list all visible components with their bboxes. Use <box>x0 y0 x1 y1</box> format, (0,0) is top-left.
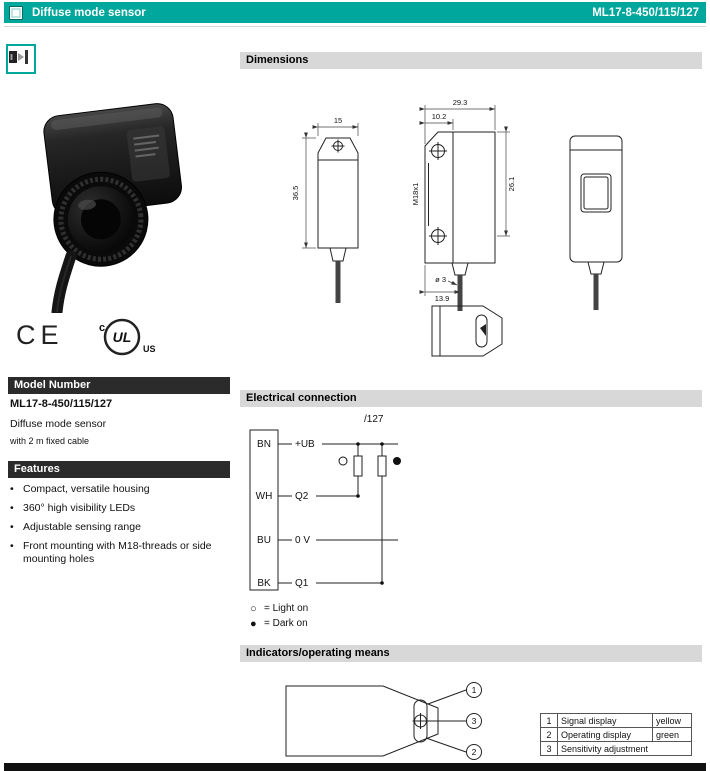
feature-text: • Front mounting with M18-threads or side mounting holes <box>23 540 212 565</box>
callout-1: 1 <box>471 685 477 695</box>
callout-2: 2 <box>471 747 477 757</box>
pin-signal-0v: 0 V <box>295 535 311 546</box>
dim-label-thread: M18x1 <box>411 182 420 206</box>
dim-label-depth: 29.3 <box>452 98 468 107</box>
feature-text: • 360° high visibility LEDs <box>23 502 136 514</box>
feature-item <box>10 502 228 515</box>
pin-signal-ub: +UB <box>295 439 315 450</box>
header-divider <box>4 26 706 27</box>
pin-wire-bn: BN <box>257 439 271 450</box>
wiring-diagram <box>246 410 556 598</box>
row-label: Sensitivity adjustment <box>558 742 692 756</box>
feature-item <box>10 521 228 534</box>
indicators-heading: Indicators/operating means <box>240 645 702 662</box>
dim-label-cable-dia: ø 3 <box>435 275 446 284</box>
dark-on-symbol <box>393 457 401 465</box>
feature-text: • Adjustable sensing range <box>23 521 141 533</box>
dim-label-depth-front: 10.2 <box>431 112 447 121</box>
model-number-value: ML17-8-450/115/127 <box>10 398 113 410</box>
cable-note: with 2 m fixed cable <box>10 436 90 446</box>
dimensions-drawing <box>240 78 702 378</box>
features-list <box>10 483 228 572</box>
electrical-heading: Electrical connection <box>240 390 702 407</box>
row-num: 3 <box>541 742 558 756</box>
light-on-symbol <box>339 457 347 465</box>
pin-signal-q1: Q1 <box>295 578 309 589</box>
table-row <box>541 714 692 728</box>
row-label: Operating display <box>558 728 653 742</box>
light-on-icon: ○ <box>250 602 257 615</box>
feature-item <box>10 540 228 566</box>
legend-text: = Dark on <box>264 618 308 629</box>
dim-label-cable-offset: 13.9 <box>434 294 450 303</box>
model-number-heading: Model Number <box>8 377 230 394</box>
brand-square-icon <box>9 6 23 20</box>
features-heading: Features <box>8 461 230 478</box>
legend-light-on <box>250 601 308 616</box>
diffuse-sensor-pictogram <box>8 46 30 68</box>
feature-text: • Compact, versatile housing <box>23 483 150 495</box>
indicators-drawing <box>278 680 490 762</box>
table-row <box>541 728 692 742</box>
pin-wire-bk: BK <box>257 578 271 589</box>
table-row <box>541 742 692 756</box>
row-value: green <box>653 728 692 742</box>
product-photo <box>15 88 210 313</box>
ul-c-letter: c <box>99 322 106 334</box>
row-num: 1 <box>541 714 558 728</box>
row-label: Signal display <box>558 714 653 728</box>
row-value: yellow <box>653 714 692 728</box>
pin-wire-wh: WH <box>255 491 273 502</box>
top-header-bar <box>4 2 706 23</box>
dim-label-height: 36.5 <box>291 185 300 201</box>
ce-mark: CE <box>16 320 64 350</box>
dark-on-icon: ● <box>250 617 257 630</box>
callout-3: 3 <box>471 716 477 726</box>
model-description: Diffuse mode sensor <box>10 418 107 430</box>
sensor-type-icon <box>6 44 36 74</box>
part-number: ML17-8-450/115/127 <box>592 6 699 19</box>
dim-label-width-front: 15 <box>333 116 343 125</box>
dim-label-height-right: 26.1 <box>507 176 516 192</box>
ul-letters: UL <box>112 329 132 345</box>
ul-us-letters: US <box>143 344 156 354</box>
legend-dark-on <box>250 616 308 631</box>
row-num: 2 <box>541 728 558 742</box>
document-title: Diffuse mode sensor <box>32 6 146 19</box>
pin-signal-q2: Q2 <box>295 491 309 502</box>
switching-legend <box>250 601 308 631</box>
footer-bar <box>4 763 706 771</box>
legend-text: = Light on <box>264 603 309 614</box>
dimensions-heading: Dimensions <box>240 52 702 69</box>
variant-label: /127 <box>364 414 384 425</box>
ul-mark <box>92 314 162 360</box>
feature-item <box>10 483 228 496</box>
pin-wire-bu: BU <box>257 535 271 546</box>
indicators-table <box>540 713 692 756</box>
